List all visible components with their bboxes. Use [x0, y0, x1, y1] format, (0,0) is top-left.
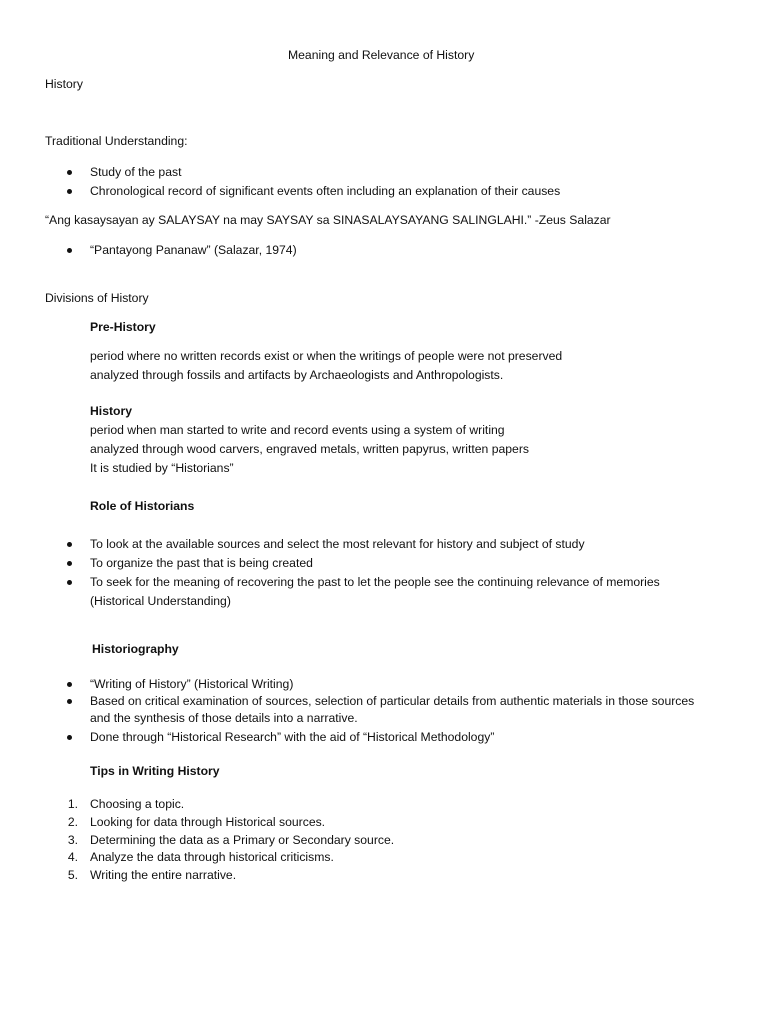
role-bullet-2: To organize the past that is being created — [90, 556, 313, 570]
history-heading: History — [45, 77, 83, 91]
traditional-heading: Traditional Understanding: — [45, 134, 188, 148]
tips-number-2: 2. — [67, 815, 78, 829]
divisions-heading: Divisions of History — [45, 291, 149, 305]
history-period-heading: History — [90, 404, 132, 418]
historiography-bullet-2: Based on critical examination of sources, selection of particular details from authentic materials in those sources — [90, 694, 695, 708]
historiography-heading: Historiography — [92, 642, 179, 656]
bullet-dot — [67, 699, 72, 704]
tips-number-5: 5. — [67, 868, 78, 882]
traditional-bullet-1: Study of the past — [90, 165, 182, 179]
tips-item-4: Analyze the data through historical criticisms. — [90, 850, 334, 864]
traditional-bullet-2: Chronological record of significant events often including an explanation of their causes — [90, 184, 561, 198]
tips-item-3: Determining the data as a Primary or Secondary source. — [90, 833, 395, 847]
history-line-2: analyzed through wood carvers, engraved metals, written papyrus, written papers — [90, 442, 529, 456]
bullet-dot — [67, 248, 72, 253]
tips-number-1: 1. — [67, 797, 78, 811]
historiography-bullet-3: Done through “Historical Research” with the aid of “Historical Methodology” — [90, 730, 495, 744]
role-bullet-3: To seek for the meaning of recovering the past to let the people see the continuing relevance of memories — [90, 575, 660, 589]
prehistory-line-1: period where no written records exist or when the writings of people were not preserved — [90, 349, 563, 363]
bullet-dot — [67, 189, 72, 194]
tips-number-3: 3. — [67, 833, 78, 847]
role-bullet-1: To look at the available sources and select the most relevant for history and subject of study — [90, 537, 585, 551]
historiography-bullet-1: “Writing of History” (Historical Writing) — [90, 677, 294, 691]
prehistory-line-2: analyzed through fossils and artifacts by Archaeologists and Anthropologists. — [90, 368, 504, 382]
bullet-dot — [67, 735, 72, 740]
tips-item-1: Choosing a topic. — [90, 797, 185, 811]
bullet-dot — [67, 561, 72, 566]
document-title: Meaning and Relevance of History — [288, 48, 475, 62]
tips-item-5: Writing the entire narrative. — [90, 868, 237, 882]
history-line-1: period when man started to write and record events using a system of writing — [90, 423, 505, 437]
quote-bullet: “Pantayong Pananaw” (Salazar, 1974) — [90, 243, 297, 257]
bullet-dot — [67, 542, 72, 547]
tips-number-4: 4. — [67, 850, 78, 864]
tips-item-2: Looking for data through Historical sources. — [90, 815, 326, 829]
role-bullet-3-continued: (Historical Understanding) — [90, 594, 231, 608]
bullet-dot — [67, 682, 72, 687]
quote-line: “Ang kasaysayan ay SALAYSAY na may SAYSAY sa SINASALAYSAYANG SALINGLAHI.” -Zeus Salazar — [45, 213, 611, 227]
prehistory-heading: Pre-History — [90, 320, 156, 334]
tips-heading: Tips in Writing History — [90, 764, 220, 778]
historiography-bullet-2-continued: and the synthesis of those details into a narrative. — [90, 711, 358, 725]
role-heading: Role of Historians — [90, 499, 195, 513]
bullet-dot — [67, 170, 72, 175]
bullet-dot — [67, 580, 72, 585]
history-line-3: It is studied by “Historians” — [90, 461, 234, 475]
